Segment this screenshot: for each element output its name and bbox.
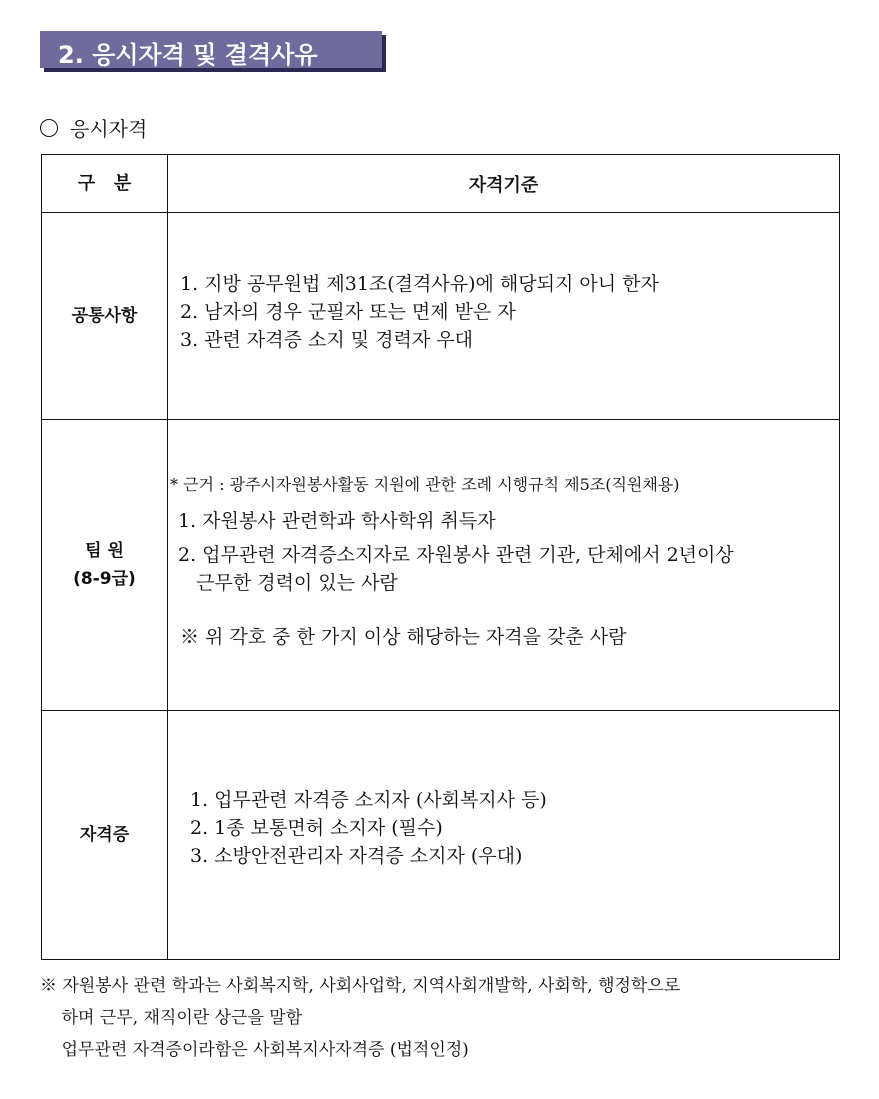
footnotes bbox=[40, 970, 680, 1066]
qualification-table bbox=[41, 154, 840, 960]
table-row bbox=[42, 420, 840, 711]
table-header-row bbox=[42, 155, 840, 213]
list-item: 2. 남자의 경우 군필자 또는 면제 받은 자 bbox=[180, 301, 516, 323]
row-content-common bbox=[168, 213, 840, 420]
header-criteria: 자격기준 bbox=[168, 155, 840, 213]
footnote-line: ※ 자원봉사 관련 학과는 사회복지학, 사회사업학, 지역사회개발학, 사회학, 행정학으로 bbox=[40, 976, 681, 996]
list-item: 2. 업무관련 자격증소지자로 자원봉사 관련 기관, 단체에서 2년이상 bbox=[178, 544, 734, 566]
row-content-cert bbox=[168, 711, 840, 960]
subsection-heading-text: 응시자격 bbox=[70, 117, 148, 141]
team-note: ※ 위 각호 중 한 가지 이상 해당하는 자격을 갖춘 사람 bbox=[180, 626, 627, 648]
circle-icon bbox=[40, 119, 58, 137]
row-label-team-line1: 팀 원 bbox=[85, 541, 124, 561]
footnote-line: 하며 근무, 재직이란 상근을 말함 bbox=[40, 1008, 303, 1028]
list-item: 1. 지방 공무원법 제31조(결격사유)에 해당되지 아니 한자 bbox=[180, 273, 659, 295]
list-item: 1. 업무관련 자격증 소지자 (사회복지사 등) bbox=[190, 789, 547, 811]
section-title: 2. 응시자격 및 결격사유 bbox=[58, 41, 318, 69]
list-item: 3. 소방안전관리자 자격증 소지자 (우대) bbox=[190, 845, 523, 867]
row-label-team-line2: (8-9급) bbox=[73, 569, 136, 589]
list-item: 1. 자원봉사 관련학과 학사학위 취득자 bbox=[178, 510, 496, 532]
list-item: 2. 1종 보통면허 소지자 (필수) bbox=[190, 817, 443, 839]
row-label-common: 공통사항 bbox=[42, 213, 168, 420]
basis-note: * 근거 : 광주시자원봉사활동 지원에 관한 조례 시행규칙 제5조(직원채용) bbox=[170, 475, 680, 494]
subsection-heading bbox=[40, 113, 147, 142]
table-row bbox=[42, 213, 840, 420]
row-label-cert: 자격증 bbox=[42, 711, 168, 960]
footnote-line: 업무관련 자격증이라함은 사회복지사자격증 (법적인정) bbox=[40, 1040, 469, 1060]
row-label-team bbox=[42, 420, 168, 711]
row-content-team bbox=[168, 420, 840, 711]
list-item: 근무한 경력이 있는 사람 bbox=[178, 572, 398, 594]
list-item: 3. 관련 자격증 소지 및 경력자 우대 bbox=[180, 329, 473, 351]
table-row bbox=[42, 711, 840, 960]
section-title-bar bbox=[40, 31, 382, 68]
header-category: 구 분 bbox=[42, 155, 168, 213]
